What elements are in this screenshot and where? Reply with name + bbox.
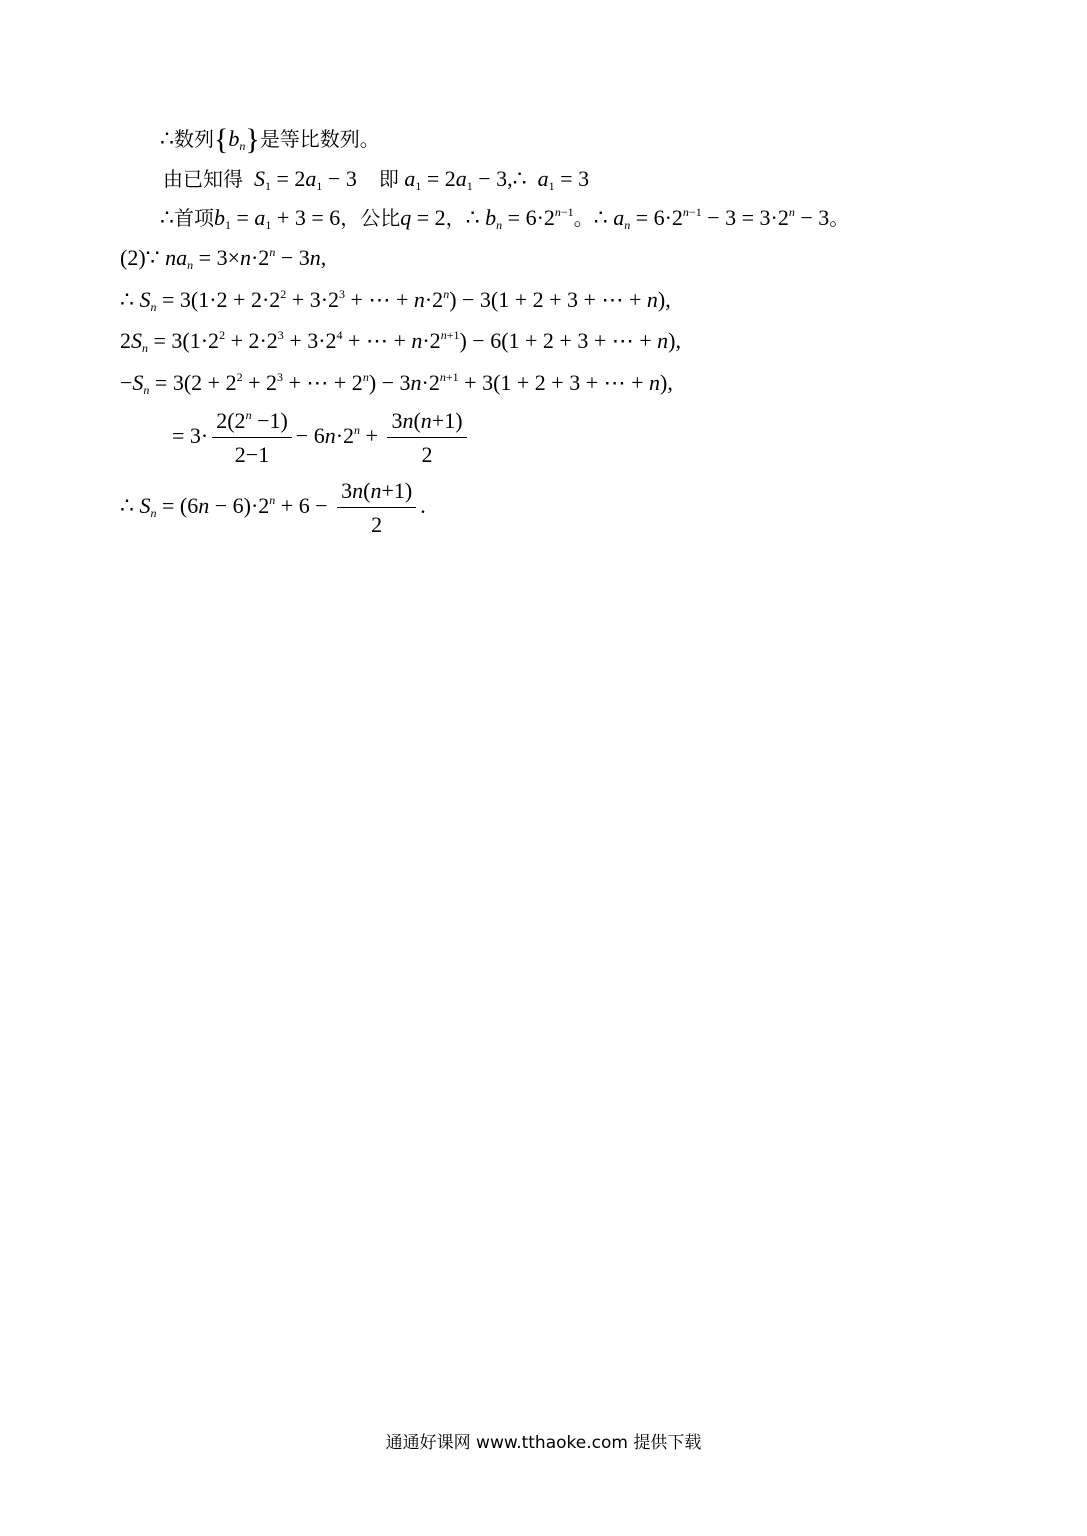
- math-line-5: ∴ $S_n = 3(1\cdot 2 + 2\cdot 2^2 + 3\cdot 2^3$ + ⋯ + $n\cdot 2^n) - 3(1 + 2 + 3$ + ⋯ + n),: [120, 287, 671, 314]
- math-line-4: (2)∵ $na_n = 3\times n\cdot 2^n - 3n$,: [120, 245, 327, 272]
- fraction: $\frac{2(2^n -1)}{2-1}$: [212, 408, 292, 468]
- math-line-9: ∴ $S_n = (6n - 6)\cdot 2^n + 6$ − $\frac{3n(n+1)}{2}$ .: [120, 478, 426, 537]
- fraction: $\frac{3n(n+1)}{2}$: [387, 408, 466, 468]
- math-line-8: = 3· $\frac{2(2^n -1)}{2-1}$ − $6n\cdot 2^n$ + $\frac{3n(n+1)}{2}$: [172, 408, 471, 468]
- math-line-1: ∴数列$\{b_n\}$是等比数列。: [160, 123, 380, 156]
- math-line-6: $2S_n = 3(1\cdot 2^2 + 2\cdot 2^3 + 3\cdot 2^4$ + ⋯ + $n\cdot 2^{n+1}) - 6(1 + 2 + 3$ + ⋯ + n),: [120, 328, 681, 355]
- page-footer: 通通好课网 www.tthaoke.com 提供下载: [385, 1433, 702, 1453]
- math-line-2: 由已知得 $S_1 = 2a_1 - 3$ 即 $a_1 = 2a_1$ − 3,∴ $a_1 = 3$: [163, 166, 590, 193]
- fraction: $\frac{3n(n+1)}{2}$: [337, 478, 416, 538]
- math-line-7: $-S_n = 3(2 + 2^2 + 2^3$ + ⋯ + $2^n) - 3n\cdot 2^{n+1} + 3(1 + 2 + 3$ + ⋯ + n),: [120, 370, 673, 397]
- math-line-3: ∴首项$b_1 = a_1 + 3 = 6$，公比q = 2，∴ $b_n = 6\cdot 2^{n-1}$。∴ $a_n = 6\cdot 2^{n-1} - 3 = 3\cdot 2^n - 3$。: [160, 205, 850, 232]
